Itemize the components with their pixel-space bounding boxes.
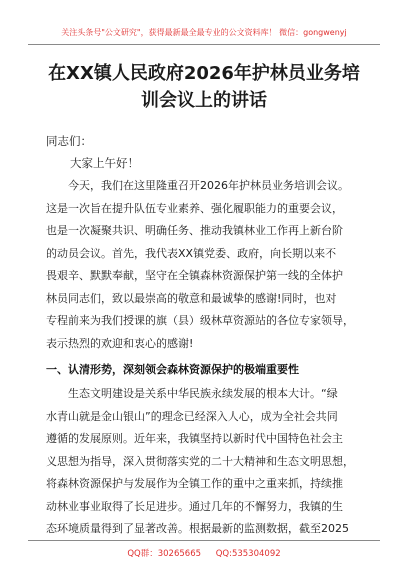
paragraph-line: 畏艰辛、默默奉献，坚守在全镇森林资源保护第一线的全体护 (46, 269, 343, 282)
paragraph-line: 将森林资源保护与发展作为全镇工作的重中之重来抓，持续推 (46, 477, 343, 490)
paragraph-line: 态环境质量得到了显著改善。根据最新的监测数据，截至2025 (46, 522, 349, 535)
footer-qq-number: QQ:535304092 (215, 549, 281, 559)
paragraph-line: 遵循的发展原则。近年来，我镇坚持以新时代中国特色社会主 (46, 432, 343, 445)
paragraph-line: 生态文明建设是关系中华民族永续发展的根本大计。“绿 (68, 387, 338, 400)
title-line: 训会议上的讲话 (141, 90, 267, 111)
footer-qq-group: QQ群：30265665 (127, 549, 202, 559)
paragraph-line: 专程前来为我们授课的旗（县）级林草资源站的各位专家领导， (46, 314, 354, 327)
paragraph-line: 的动员会议。首先，我代表XX镇党委、政府，向长期以来不 (46, 246, 337, 260)
footer-divider (28, 540, 380, 541)
paragraph-line: 水青山就是金山银山”的理念已经深入人心，成为全社会共同 (46, 409, 338, 423)
paragraph-line: 今天，我们在这里隆重召开2026年护林员业务培训会议。 (68, 179, 349, 192)
paragraph-line: 义思想为指导，深入贯彻落实党的二十大精神和生态文明思想， (46, 454, 354, 468)
paragraph-line: 动林业事业取得了长足进步。通过几年的不懈努力，我镇的生 (46, 499, 343, 513)
header-divider (28, 44, 380, 45)
paragraph-line: 也是一次凝聚共识、明确任务、推动我镇林业工作再上新台阶 (46, 224, 343, 237)
paragraph-line: 林员同志们，致以最崇高的敬意和最诚挚的感谢!同时，也对 (46, 291, 337, 305)
paragraph-line: 这是一次旨在提升队伍专业素养、强化履职能力的重要会议， (46, 201, 343, 215)
header-note: 关注头条号"公文研究"，获得最新最全最专业的公文资料库！ 微信：gongwenyj (61, 28, 347, 37)
paragraph-2 (46, 383, 358, 541)
paragraph-line: 表示热烈的欢迎和衷心的感谢! (46, 336, 194, 350)
greeting: 大家上午好！ (70, 156, 139, 170)
document-title (40, 60, 368, 114)
salutation: 同志们： (46, 134, 92, 148)
paragraph-1 (46, 175, 358, 355)
footer-note (0, 547, 408, 559)
section-heading: 一、认清形势，深刻领会森林资源保护的极端重要性 (46, 363, 299, 376)
title-line: 在XX镇人民政府2026年护林员业务培 (48, 63, 360, 84)
